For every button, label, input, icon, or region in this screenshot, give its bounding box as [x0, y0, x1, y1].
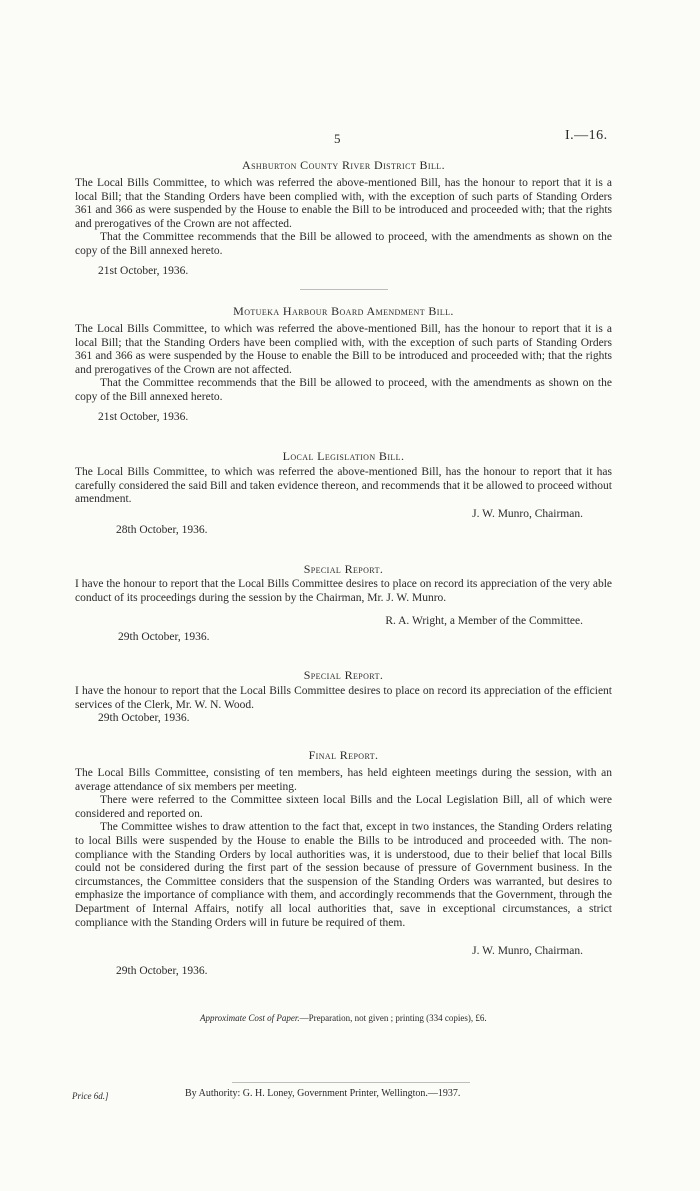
section-title-ashburton: Ashburton County River District Bill. [242, 158, 445, 172]
paragraph: The Local Bills Committee, consisting of ten members, has held eighteen meetings during the session, with an average attendance of six members per meeting. [75, 767, 612, 793]
section-date: 21st October, 1936. [98, 265, 189, 277]
section-title-special-report-2: Special Report. [303, 668, 384, 682]
page-number: 5 [334, 131, 341, 146]
paragraph: The Local Bills Committee, to which was referred the above-mentioned Bill, has the honour to report that it is a local Bill; that the Standing Orders have been complied with, with the exception of such parts of Standing Orders 361 and 366 as were suspended by the House to enable the Bill to be introduced and proceeded with; that the rights and prerogatives of the Crown are not affected. [75, 177, 612, 230]
paragraph: The Local Bills Committee, to which was referred the above-mentioned Bill, has the honour to report that it has carefully considered the said Bill and taken evidence thereon, and recommends that it be allowed to proceed without amendment. [75, 466, 612, 506]
price: Price 6d.] [72, 1091, 109, 1101]
paragraph: The Committee wishes to draw attention to the fact that, except in two instances, the Standing Orders relating to local Bills were suspended by the House to enable the Bills to be introduced and proceeded with. The non-compliance with the Standing Orders by local authorities was, it is understood, due to their belief that local Bills could not be considered during the first part of the session because of pressure of Government business. In the circumstances, the Committee considers that the suspension of the Standing Orders was warranted, but desires to emphasize the importance of compliance with them, and accordingly recommends that the Government, through the Department of Internal Affairs, notify all local authorities that, save in exceptional circumstances, a strict compliance with the Standing Orders will in future be required of them. [75, 821, 612, 929]
section-title-local-legislation: Local Legislation Bill. [282, 449, 405, 463]
section-date: 29th October, 1936. [118, 631, 210, 643]
paragraph: I have the honour to report that the Local Bills Committee desires to place on record its appreciation of the very able conduct of its proceedings during the session by the Chairman, Mr. J. W. Munro. [75, 578, 612, 604]
paragraph: The Local Bills Committee, to which was referred the above-mentioned Bill, has the honour to report that it is a local Bill; that the Standing Orders have been complied with, with the exception of such parts of Standing Orders 361 and 366 as were suspended by the House to enable the Bill to be introduced and proceeded with; that the rights and prerogatives of the Crown are not affected. [75, 323, 612, 376]
printer-authority: By Authority: G. H. Loney, Government Printer, Wellington.—1937. [185, 1088, 461, 1099]
section-body-local-legislation [75, 466, 612, 507]
section-body-ashburton [75, 177, 612, 259]
section-date: 21st October, 1936. [98, 411, 189, 423]
signature: J. W. Munro, Chairman. [472, 508, 583, 520]
section-divider [300, 289, 388, 290]
section-date: 29th October, 1936. [116, 965, 208, 977]
section-body-final-report [75, 767, 612, 930]
section-date: 28th October, 1936. [116, 524, 208, 536]
section-title-motueka: Motueka Harbour Board Amendment Bill. [233, 304, 454, 318]
cost-label: Approximate Cost of Paper. [200, 1013, 300, 1023]
section-date: 29th October, 1936. [98, 712, 190, 724]
paragraph: That the Committee recommends that the Bill be allowed to proceed, with the amendments as shown on the copy of the Bill annexed hereto. [75, 231, 612, 257]
footer-divider [232, 1082, 470, 1083]
paragraph: I have the honour to report that the Local Bills Committee desires to place on record its appreciation of the efficient services of the Clerk, Mr. W. N. Wood. [75, 685, 612, 711]
paragraph: There were referred to the Committee sixteen local Bills and the Local Legislation Bill, all of which were considered and reported on. [75, 794, 612, 820]
document-reference: I.—16. [565, 128, 608, 143]
section-body-special-report-1 [75, 578, 612, 605]
section-body-special-report-2 [75, 685, 612, 712]
section-title-final-report: Final Report. [308, 748, 379, 762]
cost-text: —Preparation, not given ; printing (334 copies), £6. [299, 1013, 487, 1023]
signature: R. A. Wright, a Member of the Committee. [385, 615, 583, 627]
cost-note [200, 1013, 487, 1023]
paragraph: That the Committee recommends that the Bill be allowed to proceed, with the amendments as shown on the copy of the Bill annexed hereto. [75, 377, 612, 403]
signature: J. W. Munro, Chairman. [472, 945, 583, 957]
section-title-special-report-1: Special Report. [303, 562, 384, 576]
section-body-motueka [75, 323, 612, 405]
